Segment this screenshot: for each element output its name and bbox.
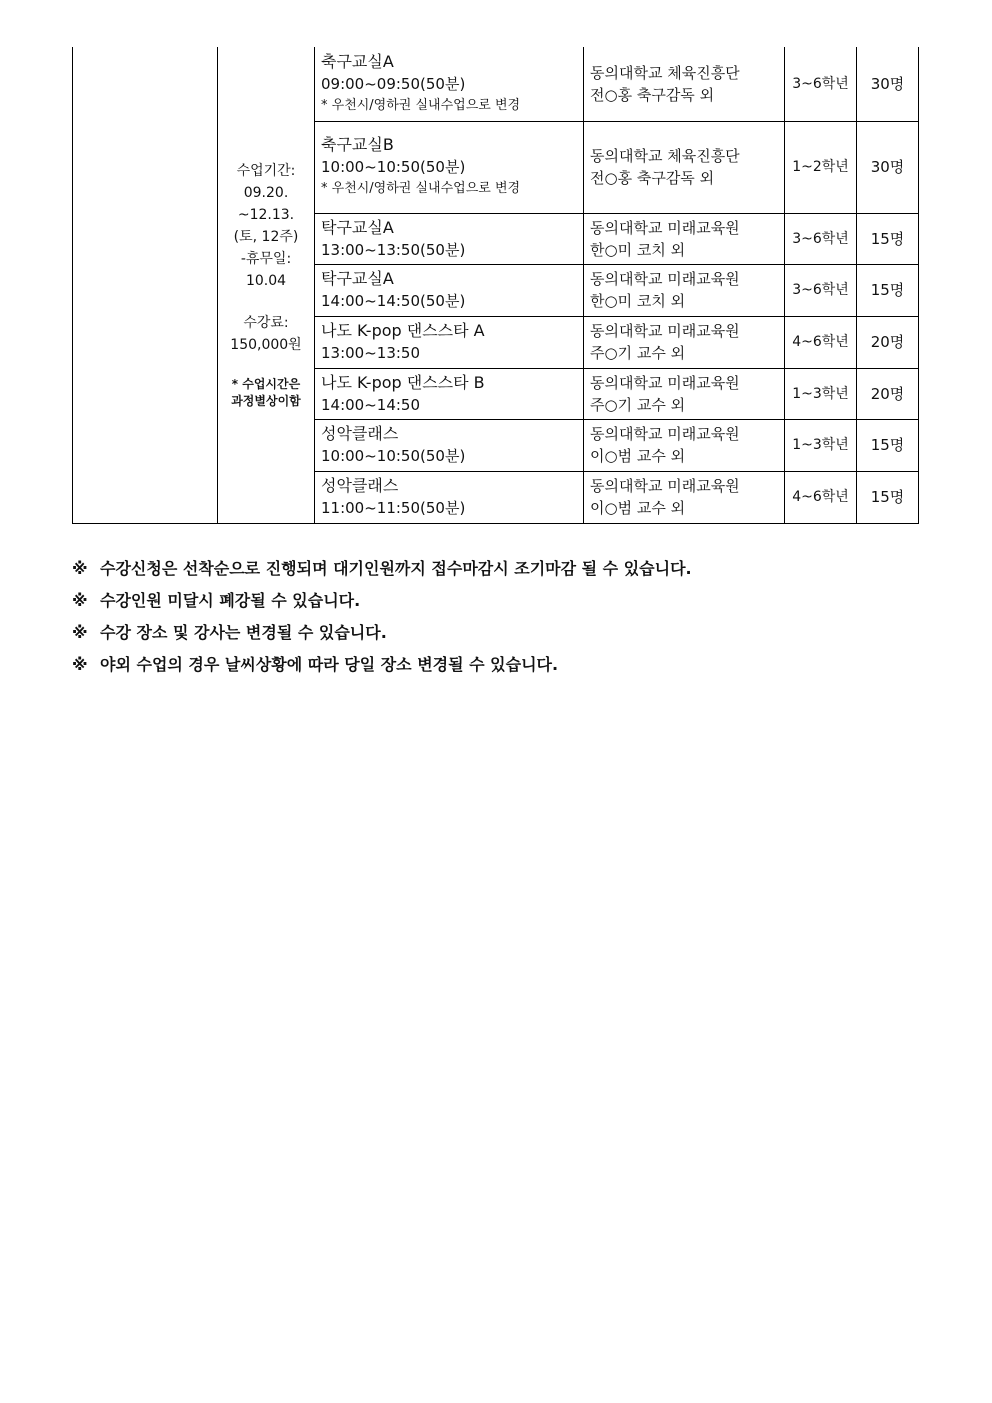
notice-text: 수강인원 미달시 폐강될 수 있습니다. — [100, 591, 361, 610]
course-time: 14:00~14:50 — [321, 395, 421, 414]
instructor: 이○범 교수 외 — [590, 499, 686, 517]
course-time: 13:00~13:50 — [321, 344, 421, 362]
grade-cell: 4~6학년 — [785, 316, 857, 368]
institution: 동의대학교 미래교육원 — [590, 322, 740, 340]
period-start: 09.20. — [243, 184, 289, 201]
course-time: 13:00~13:50(50분) — [321, 240, 466, 259]
capacity-cell: 15명 — [857, 264, 919, 316]
holiday-date: 10.04 — [245, 272, 287, 289]
institution: 동의대학교 미래교육원 — [590, 270, 740, 288]
instructor: 한○미 코치 외 — [590, 240, 686, 259]
time-note: 과정별상이함 — [231, 393, 301, 408]
instructor-cell — [584, 316, 785, 368]
instructor: 전○홍 축구감독 외 — [590, 85, 715, 104]
course-name-cell — [315, 264, 584, 316]
course-name: 축구교실B — [321, 135, 394, 154]
table-row — [73, 47, 919, 121]
notice-text: 야외 수업의 경우 날씨상황에 따라 당일 장소 변경될 수 있습니다. — [100, 655, 559, 674]
course-time: 14:00~14:50(50분) — [321, 292, 466, 310]
instructor-cell — [584, 47, 785, 121]
instructor-cell — [584, 471, 785, 523]
grade-cell: 1~2학년 — [785, 121, 857, 213]
notice-item — [72, 553, 932, 585]
course-name-cell — [315, 368, 584, 419]
reference-mark-icon: ※ — [72, 591, 88, 610]
course-name-cell — [315, 471, 584, 523]
institution: 동의대학교 체육진흥단 — [590, 147, 740, 165]
capacity-cell: 20명 — [857, 316, 919, 368]
period-end: ~12.13. — [237, 206, 295, 223]
instructor-cell — [584, 368, 785, 419]
reference-mark-icon: ※ — [72, 623, 88, 642]
notice-text: 수강신청은 선착순으로 진행되며 대기인원까지 접수마감시 조기마감 될 수 있습니다. — [100, 559, 692, 578]
notice-list — [72, 553, 932, 681]
course-name: 나도 K-pop 댄스스타 B — [321, 372, 485, 392]
course-name-cell — [315, 121, 584, 213]
holiday-label: -휴무일: — [240, 250, 292, 267]
institution: 동의대학교 미래교육원 — [590, 373, 740, 392]
course-info-cell — [218, 47, 315, 523]
spacer — [220, 292, 312, 312]
fee-amount: 150,000원 — [230, 336, 302, 353]
schedule-text: (토, 12주) — [233, 228, 299, 245]
notice-item — [72, 649, 932, 681]
course-name: 나도 K-pop 댄스스타 A — [321, 321, 485, 340]
instructor-cell — [584, 264, 785, 316]
course-name-cell — [315, 47, 584, 121]
capacity-cell: 15명 — [857, 419, 919, 471]
instructor: 주○기 교수 외 — [590, 395, 686, 414]
course-name: 탁구교실A — [321, 269, 394, 288]
grade-cell: 4~6학년 — [785, 471, 857, 523]
period-label: 수업기간: — [236, 162, 296, 179]
notice-item — [72, 585, 932, 617]
course-name: 성악클래스 — [321, 424, 399, 443]
capacity-cell: 20명 — [857, 368, 919, 419]
course-time: 10:00~10:50(50분) — [321, 447, 466, 465]
instructor-cell — [584, 213, 785, 264]
fee-label: 수강료: — [243, 314, 289, 331]
capacity-cell: 15명 — [857, 471, 919, 523]
instructor: 이○범 교수 외 — [590, 447, 686, 465]
instructor-cell — [584, 121, 785, 213]
grade-cell: 3~6학년 — [785, 47, 857, 121]
reference-mark-icon: ※ — [72, 559, 88, 578]
institution: 동의대학교 미래교육원 — [590, 218, 740, 237]
grade-cell: 1~3학년 — [785, 419, 857, 471]
notice-text: 수강 장소 및 강사는 변경될 수 있습니다. — [100, 623, 387, 642]
institution: 동의대학교 체육진흥단 — [590, 63, 740, 82]
course-name: 성악클래스 — [321, 476, 399, 495]
instructor: 전○홍 축구감독 외 — [590, 169, 715, 187]
program-category-cell — [73, 47, 218, 523]
course-name-cell — [315, 316, 584, 368]
institution: 동의대학교 미래교육원 — [590, 477, 740, 495]
grade-cell: 3~6학년 — [785, 264, 857, 316]
course-name-cell — [315, 419, 584, 471]
capacity-cell: 30명 — [857, 121, 919, 213]
capacity-cell: 30명 — [857, 47, 919, 121]
course-time: 10:00~10:50(50분) — [321, 158, 466, 176]
course-name: 축구교실A — [321, 51, 394, 71]
instructor: 주○기 교수 외 — [590, 344, 686, 362]
time-note: * 수업시간은 — [231, 376, 301, 391]
instructor-cell — [584, 419, 785, 471]
course-note: * 우천시/영하권 실내수업으로 변경 — [321, 181, 521, 196]
course-note: * 우천시/영하권 실내수업으로 변경 — [321, 97, 521, 113]
course-time: 09:00~09:50(50분) — [321, 74, 466, 93]
course-schedule-table — [72, 47, 919, 524]
spacer — [220, 356, 312, 376]
reference-mark-icon: ※ — [72, 655, 88, 674]
course-name: 탁구교실A — [321, 217, 394, 237]
grade-cell: 1~3학년 — [785, 368, 857, 419]
course-name-cell — [315, 213, 584, 264]
grade-cell: 3~6학년 — [785, 213, 857, 264]
capacity-cell: 15명 — [857, 213, 919, 264]
course-time: 11:00~11:50(50분) — [321, 499, 466, 517]
notice-item — [72, 617, 932, 649]
institution: 동의대학교 미래교육원 — [590, 425, 740, 443]
instructor: 한○미 코치 외 — [590, 292, 686, 310]
